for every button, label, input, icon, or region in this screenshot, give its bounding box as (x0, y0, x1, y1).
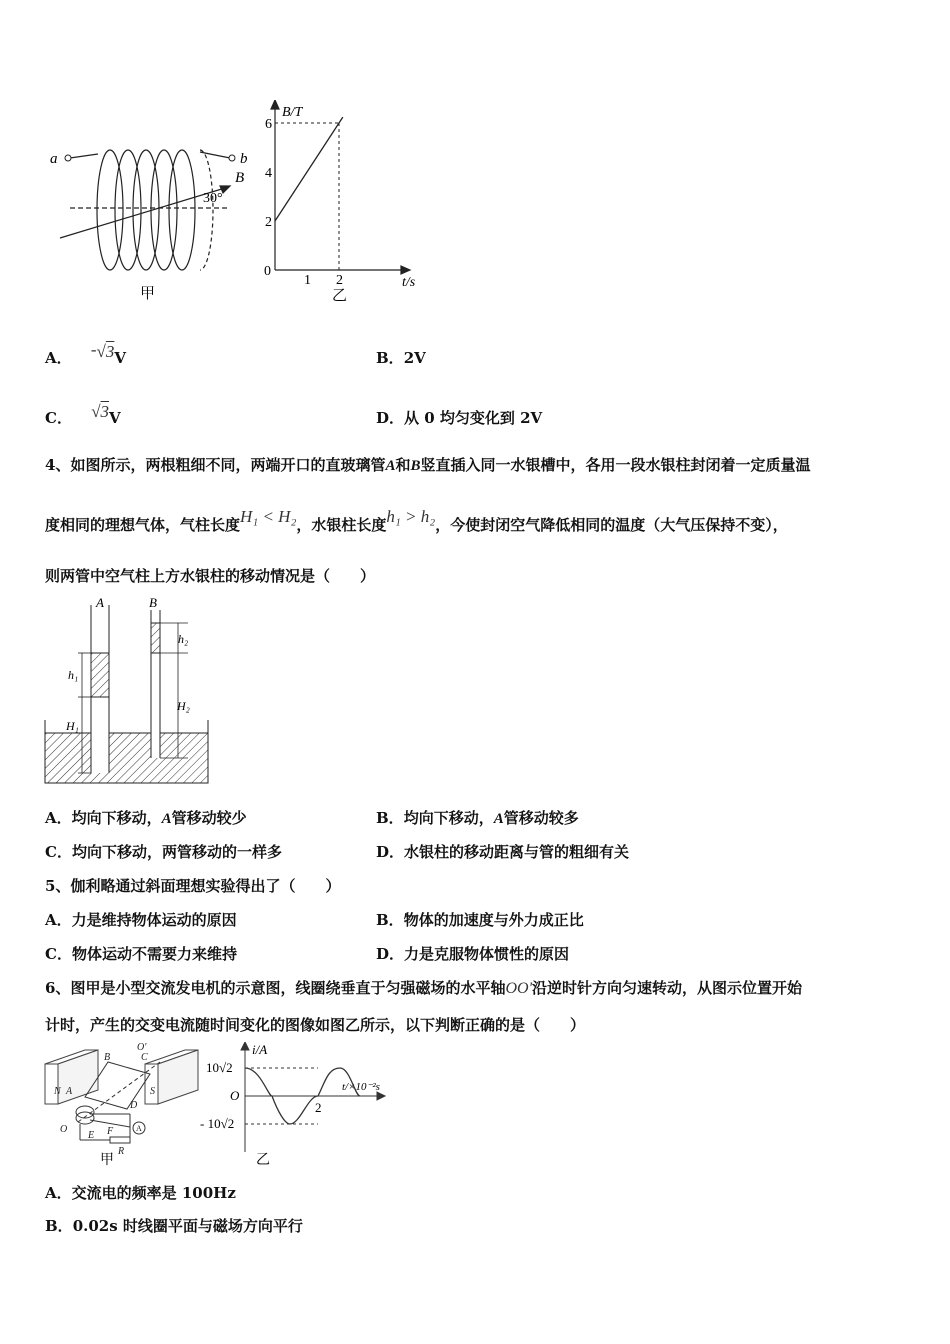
tubes-figure (40, 595, 215, 790)
tube-a-label: A (96, 595, 104, 610)
q3-option-c[interactable] (45, 402, 121, 428)
q5-stem: 5、伽利略通过斜面理想实验得出了（ ） (45, 877, 341, 895)
sqrt-sign: √3 (96, 342, 115, 361)
q3-option-d[interactable] (376, 408, 542, 428)
coil-figure (40, 130, 260, 310)
unit: V (109, 409, 121, 427)
wave-tick-2: 2 (315, 1100, 322, 1115)
field-b-label: B (235, 170, 245, 186)
wave-caption: 乙 (256, 1153, 270, 1168)
minus-sign: - (90, 340, 97, 359)
gen-c-label: C (141, 1052, 148, 1063)
gen-o-label: O (60, 1124, 68, 1135)
terminal-a-label: a (50, 151, 58, 167)
wave-x-label: t/×10⁻²s (342, 1081, 380, 1093)
option-text: 2V (403, 349, 426, 367)
H1-label: H₁ (66, 719, 79, 733)
x-tick-1: 1 (304, 273, 311, 288)
s-pole-label: S (150, 1086, 155, 1097)
gen-d-label: D (130, 1100, 138, 1111)
generator-figure (40, 1042, 200, 1170)
option-label: C． (45, 409, 72, 427)
angle-label: 30° (203, 191, 223, 206)
wave-min-label: - 10√2 (200, 1116, 235, 1131)
gen-f-label: F (107, 1126, 114, 1137)
option-label: B． (376, 349, 404, 367)
unit: V (114, 349, 127, 367)
q5-option-b[interactable]: B．物体的加速度与外力成正比 (376, 911, 584, 929)
y-tick-2: 2 (265, 215, 272, 230)
wave-max-label: 10√2 (206, 1060, 233, 1075)
wave-origin-label: O (230, 1088, 240, 1103)
y-tick-4: 4 (265, 166, 272, 181)
q3-option-b[interactable] (376, 348, 426, 368)
q6-option-a[interactable]: A．交流电的频率是 100Hz (45, 1184, 236, 1202)
sqrt-sign: √3 (91, 402, 110, 421)
gen-a-label: A (66, 1086, 73, 1097)
tube-b-label: B (149, 595, 157, 610)
coil-caption: 甲 (140, 286, 156, 302)
option-label: A． (45, 349, 72, 367)
h1-label: h₁ (68, 668, 79, 682)
q6-stem-line1: 6、图甲是小型交流发电机的示意图，线圈绕垂直于匀强磁场的水平轴OO'沿逆时针方向匀速转动，从图示位置开始 (45, 979, 802, 997)
gen-o2-label: O' (137, 1042, 147, 1053)
gen-r-label: R (118, 1146, 125, 1157)
q5-option-d[interactable]: D．力是克服物体惯性的原因 (376, 945, 570, 963)
b-t-series-line (275, 117, 343, 221)
option-label: D． (376, 409, 405, 427)
h2-label: h₂ (178, 632, 189, 646)
axis-oo: OO' (505, 980, 532, 997)
gen-b-label: B (104, 1052, 111, 1063)
q4-option-c[interactable]: C．均向下移动，两管移动的一样多 (45, 843, 282, 861)
ammeter-icon: A (136, 1124, 142, 1133)
eq-hh-compare: h₁ > h₂ (386, 507, 436, 526)
bt-graph (255, 100, 430, 305)
q4-stem-line1: 4、如图所示，两根粗细不同，两端开口的直玻璃管A和B竖直插入同一水银槽中，各用一段水银柱封闭着一定质量温 (45, 456, 811, 474)
q4-option-d[interactable]: D．水银柱的移动距离与管的粗细有关 (376, 843, 630, 861)
terminal-b-label: b (240, 151, 248, 167)
generator-caption: 甲 (100, 1153, 114, 1168)
q4-option-b[interactable]: B．均向下移动，A管移动较多 (376, 809, 579, 827)
y-tick-0: 0 (264, 264, 271, 279)
q6-stem-line2: 计时，产生的交变电流随时间变化的图像如图乙所示，以下判断正确的是（ ） (45, 1016, 586, 1034)
q6-option-b[interactable]: B．0.02s 时线圈平面与磁场方向平行 (45, 1217, 303, 1235)
H2-label: H₂ (177, 699, 190, 713)
n-pole-label: N (54, 1086, 61, 1097)
eq-h-compare: H₁ < H₂ (240, 507, 297, 526)
q5-option-a[interactable]: A．力是维持物体运动的原因 (45, 911, 237, 929)
q3-option-a[interactable] (45, 340, 127, 368)
graph-caption: 乙 (332, 288, 348, 304)
q4-stem-line2: 度相同的理想气体，气柱长度H₁ < H₂，水银柱长度h₁ > h₂，今使封闭空气降低相同的温度（大气压保持不变）， (45, 507, 788, 534)
q4-stem-line3: 则两管中空气柱上方水银柱的移动情况是（ ） (45, 567, 376, 585)
y-axis-label: B/T (282, 105, 303, 120)
wave-figure (200, 1042, 400, 1170)
gen-e-label: E (88, 1130, 95, 1141)
option-text: 从 0 均匀变化到 2V (404, 409, 543, 427)
y-tick-6: 6 (265, 117, 272, 132)
x-tick-2: 2 (336, 273, 343, 288)
q4-option-a[interactable]: A．均向下移动，A管移动较少 (45, 809, 247, 827)
x-axis-label: t/s (402, 275, 416, 290)
wave-y-label: i/A (252, 1042, 268, 1057)
q5-option-c[interactable]: C．物体运动不需要力来维持 (45, 945, 237, 963)
